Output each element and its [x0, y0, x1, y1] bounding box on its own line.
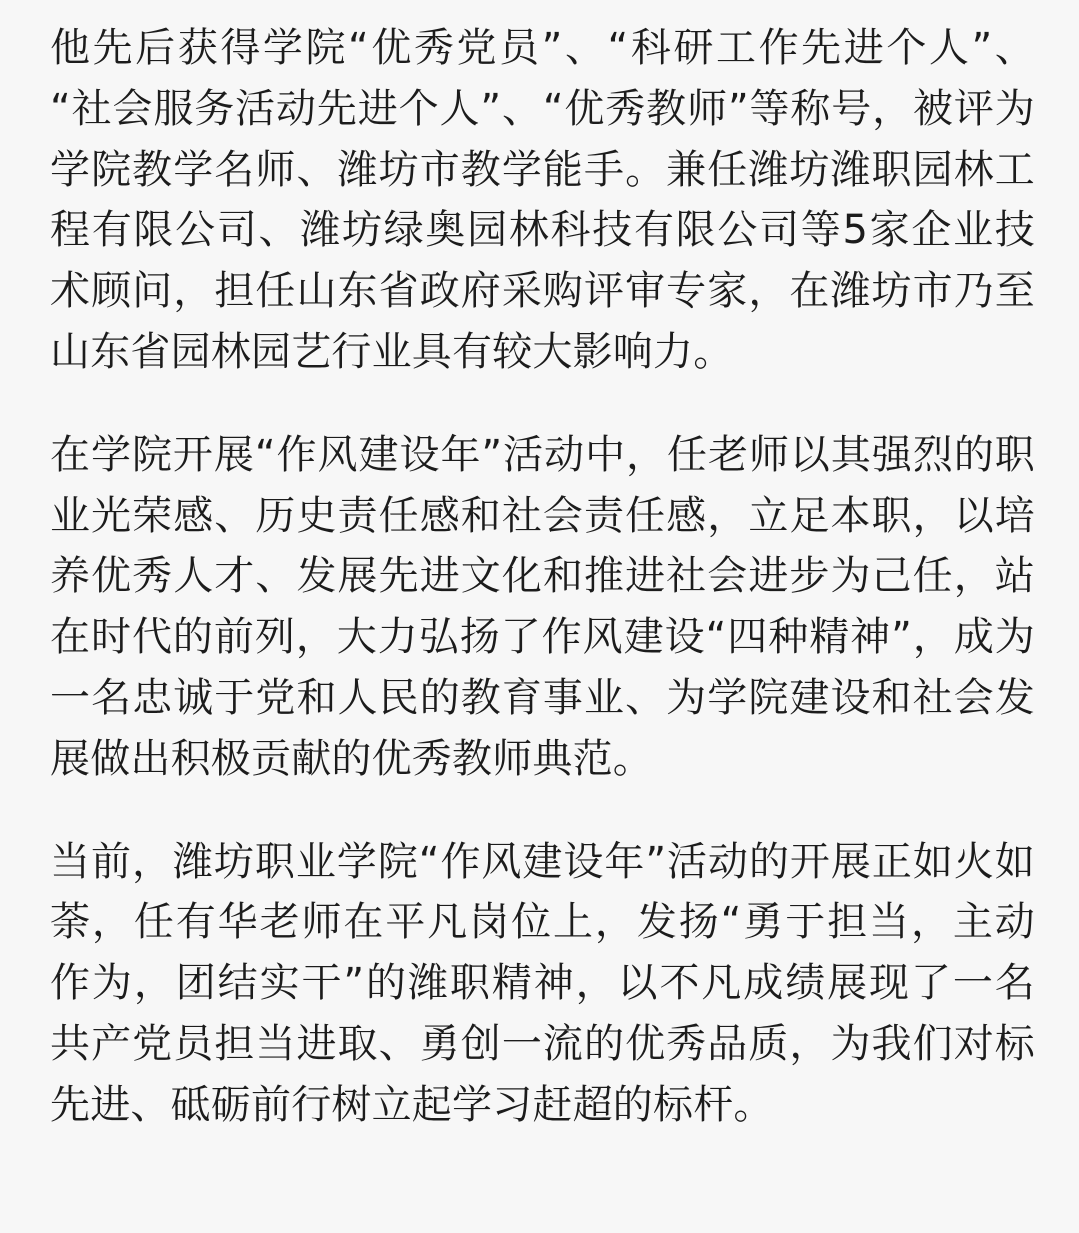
article-paragraph: 当前，潍坊职业学院“作风建设年”活动的开展正如火如荼，任有华老师在平凡岗位上，发扬“勇于担当，主动作为，团结实干”的潍职精神，以不凡成绩展现了一名共产党员担当进取、勇创一流的优秀品质，为我们对标先进、砥砺前行树立起学习赶超的标杆。 [50, 838, 1035, 1128]
article-paragraph: 在学院开展“作风建设年”活动中，任老师以其强烈的职业光荣感、历史责任感和社会责任感，立足本职，以培养优秀人才、发展先进文化和推进社会进步为己任，站在时代的前列，大力弘扬了作风建设“四种精神”，成为一名忠诚于党和人民的教育事业、为学院建设和社会发展做出积极贡献的优秀教师典范。 [50, 431, 1035, 782]
article-paragraph: 他先后获得学院“优秀党员”、“科研工作先进个人”、“社会服务活动先进个人”、“优秀教师”等称号，被评为学院教学名师、潍坊市教学能手。兼任潍坊潍职园林工程有限公司、潍坊绿奥园林科技有限公司等5家企业技术顾问，担任山东省政府采购评审专家，在潍坊市乃至山东省园林园艺行业具有较大影响力。 [50, 25, 1035, 375]
